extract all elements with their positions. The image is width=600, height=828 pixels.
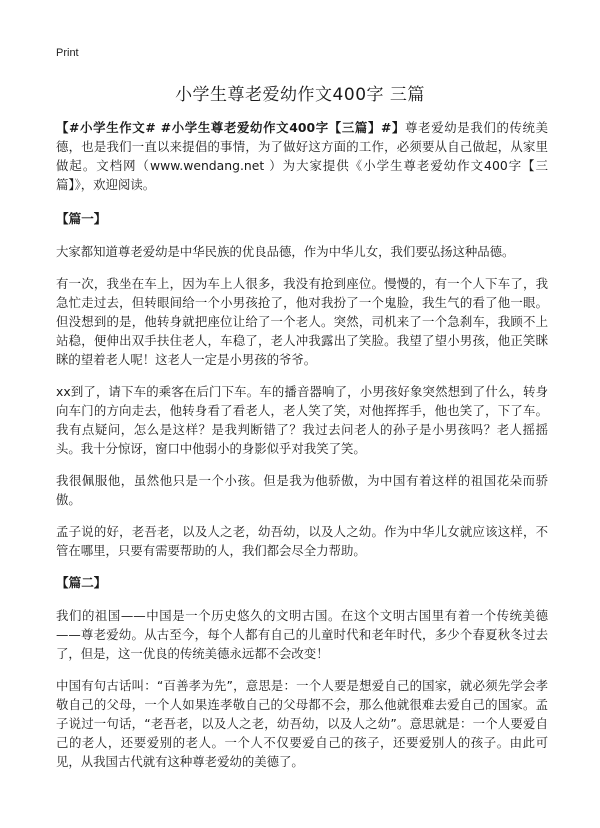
- section-2-paragraph-2: 中国有句古话叫：“百善孝为先”，意思是：一个人要是想爱自己的国家，就必须先学会孝敬自己的父母，一个人如果连孝敬自己的父母都不会，那么他就很难去爱自己的国家。孟子说过一句话，“老吾老，以及人之老，幼吾幼，以及人之幼”。意思就是：一个人要爱自己的老人，还要爱别的老人。一个人不仅要爱自己的孩子，还要爱别人的孩子。由此可见，从我国古代就有这种尊老爱幼的美德了。: [56, 678, 548, 769]
- print-link[interactable]: Print: [56, 47, 79, 59]
- intro-text: 尊老爱幼是我们的传统美德，也是我们一直以来提倡的事情，为了做好这方面的工作，必须要从自己做起，从家里做起。文档网（www.wendang.net ）为大家提供《小学生尊老爱幼作文400字【三篇】》，欢迎阅读。: [56, 120, 548, 192]
- article-body: [56, 118, 548, 784]
- section-1-paragraph-3: xx到了，请下车的乘客在后门下车。车的播音器响了，小男孩好象突然想到了什么，转身向车门的方向走去，他转身看了看老人，老人笑了笑，对他挥挥手，他也笑了，下了车。我有点疑问，怎么是这样？是我判断错了？我过去问老人的孙子是小男孩吗？老人摇摇头。我十分惊讶，窗口中他弱小的身影似乎对我笑了笑。: [56, 384, 548, 456]
- intro-paragraph: [56, 118, 548, 194]
- article-title: 小学生尊老爱幼作文400字 三篇: [175, 85, 425, 105]
- section-1-paragraph-4: 我很佩服他，虽然他只是一个小孩。但是我为他骄傲，为中国有着这样的祖国花朵而骄傲。: [56, 473, 548, 507]
- section-1-paragraph-2: 有一次，我坐在车上，因为车上人很多，我没有抢到座位。慢慢的，有一个人下车了，我急忙走过去，但转眼间给一个小男孩抢了，他对我扮了一个鬼脸，我生气的看了他一眼。但没想到的是，他转身就把座位让给了一个老人。突然，司机来了一个急刹车，我顾不上站稳，便伸出双手扶住老人，车稳了，老人冲我露出了笑脸。我望了望小男孩，他正笑眯眯的望着老人呢！这老人一定是小男孩的爷爷。: [56, 276, 548, 367]
- section-heading-2: 【篇二】: [56, 575, 107, 590]
- section-1-paragraph-1: 大家都知道尊老爱幼是中华民族的优良品德，作为中华儿女，我们要弘扬这种品德。: [56, 244, 515, 259]
- section-heading-1: 【篇一】: [56, 211, 107, 226]
- intro-tag: 【#小学生作文# #小学生尊老爱幼作文400字【三篇】#】: [56, 120, 406, 135]
- section-1-paragraph-5: 孟子说的好，老吾老，以及人之老，幼吾幼，以及人之幼。作为中华儿女就应该这样，不管在哪里，只要有需要帮助的人，我们都会尽全力帮助。: [56, 524, 548, 558]
- section-2-paragraph-1: 我们的祖国——中国是一个历史悠久的文明古国。在这个文明古国里有着一个传统美德——尊老爱幼。从古至今，每个人都有自己的儿童时代和老年时代，多少个春夏秋冬过去了，但是，这一优良的传统美德永远都不会改变！: [56, 608, 548, 661]
